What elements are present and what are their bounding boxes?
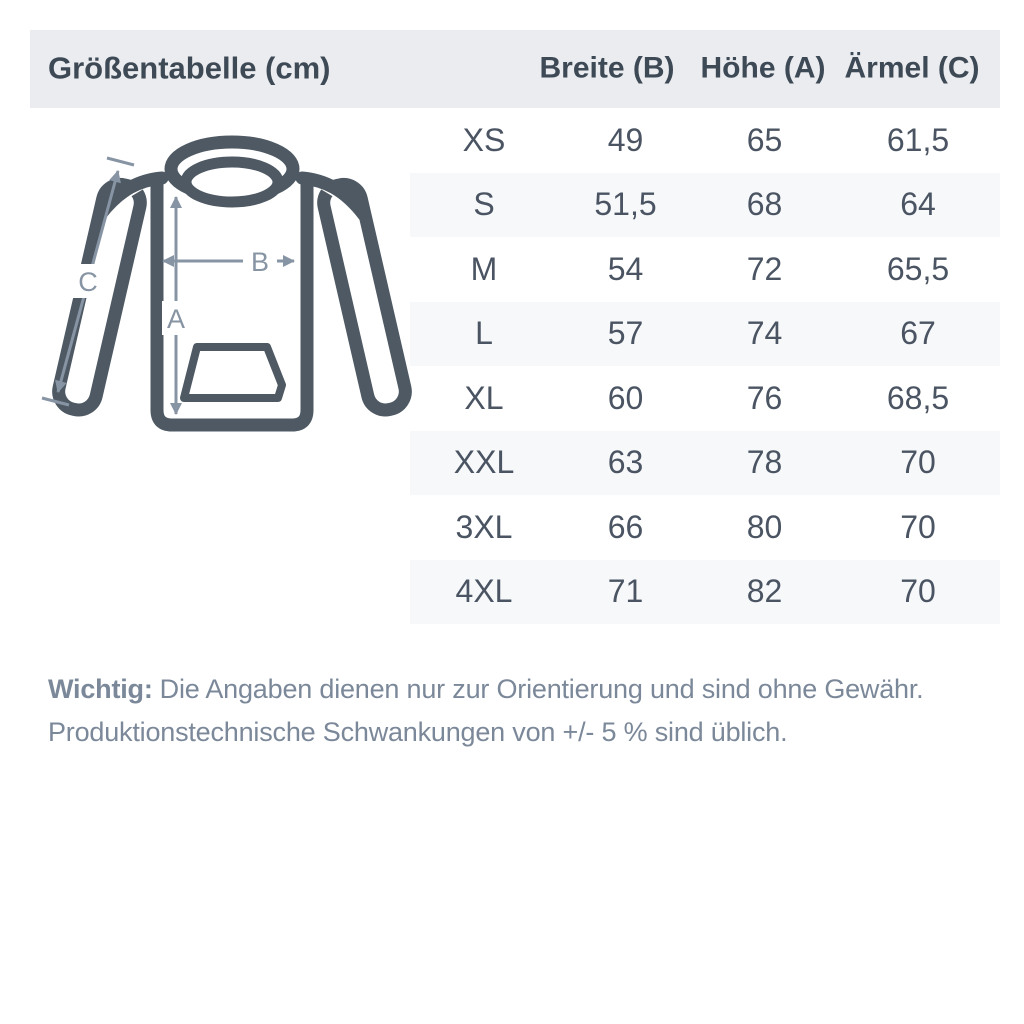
breite-value: 66 xyxy=(607,508,644,545)
aermel-value: 70 xyxy=(900,444,936,481)
disclaimer-note xyxy=(48,668,923,754)
table-row-4xl xyxy=(410,560,1000,625)
column-header-aermel: Ärmel (C) xyxy=(844,51,980,85)
hoehe-value: 68 xyxy=(746,186,783,223)
breite-value: 60 xyxy=(607,379,644,416)
hoehe-value: 80 xyxy=(746,508,783,545)
size-label: XXL xyxy=(453,444,515,481)
hoehe-value: 76 xyxy=(746,379,783,416)
size-label: M xyxy=(470,250,498,287)
size-label: 4XL xyxy=(455,573,513,610)
aermel-value: 67 xyxy=(900,315,936,352)
aermel-value: 65,5 xyxy=(886,250,950,287)
aermel-value: 68,5 xyxy=(886,379,950,416)
dim-label-b: B xyxy=(250,247,270,277)
breite-value: 63 xyxy=(607,444,644,481)
size-label: XL xyxy=(464,379,504,416)
pocket xyxy=(184,347,282,398)
hoehe-value: 82 xyxy=(746,573,783,610)
column-header-breite: Breite (B) xyxy=(539,51,675,85)
table-row-s xyxy=(410,173,1000,238)
column-header-hoehe: Höhe (A) xyxy=(700,51,826,85)
breite-value: 54 xyxy=(607,250,644,287)
header-band xyxy=(30,30,1000,108)
dim-label-c: C xyxy=(78,267,98,297)
breite-value: 71 xyxy=(607,573,644,610)
hoehe-value: 78 xyxy=(746,444,783,481)
table-row-xl xyxy=(410,366,1000,431)
hoodie-illustration xyxy=(36,127,416,453)
hoehe-value: 65 xyxy=(746,121,783,158)
table-row-m xyxy=(410,237,1000,302)
dim-tick-c-top xyxy=(107,158,134,165)
breite-value: 57 xyxy=(607,315,644,352)
size-label: S xyxy=(473,186,495,223)
hood-inner xyxy=(186,162,278,202)
aermel-value: 70 xyxy=(900,573,936,610)
table-row-l xyxy=(410,302,1000,367)
disclaimer-line-2: Produktionstechnische Schwankungen von +/- 5 % sind üblich. xyxy=(48,717,788,747)
table-row-xxl xyxy=(410,431,1000,496)
hoodie-size-diagram xyxy=(36,127,416,453)
size-label: 3XL xyxy=(455,508,513,545)
breite-value: 51,5 xyxy=(594,186,657,223)
table-row-xs xyxy=(410,108,1000,173)
disclaimer-line-1 xyxy=(48,668,923,711)
size-label: XS xyxy=(462,121,506,158)
hoehe-value: 74 xyxy=(746,315,783,352)
disclaimer-text-1: Die Angaben dienen nur zur Orientierung und sind ohne Gewähr. xyxy=(159,674,924,704)
dim-label-a: A xyxy=(166,304,186,334)
aermel-value: 61,5 xyxy=(886,121,950,158)
table-row-3xl xyxy=(410,495,1000,560)
disclaimer-prefix: Wichtig: xyxy=(48,674,153,704)
hoehe-value: 72 xyxy=(746,250,783,287)
size-table xyxy=(410,108,1000,624)
size-label: L xyxy=(475,315,493,352)
aermel-value: 64 xyxy=(900,186,936,223)
aermel-value: 70 xyxy=(900,508,936,545)
page-title: Größentabelle (cm) xyxy=(48,50,331,86)
breite-value: 49 xyxy=(607,121,644,158)
